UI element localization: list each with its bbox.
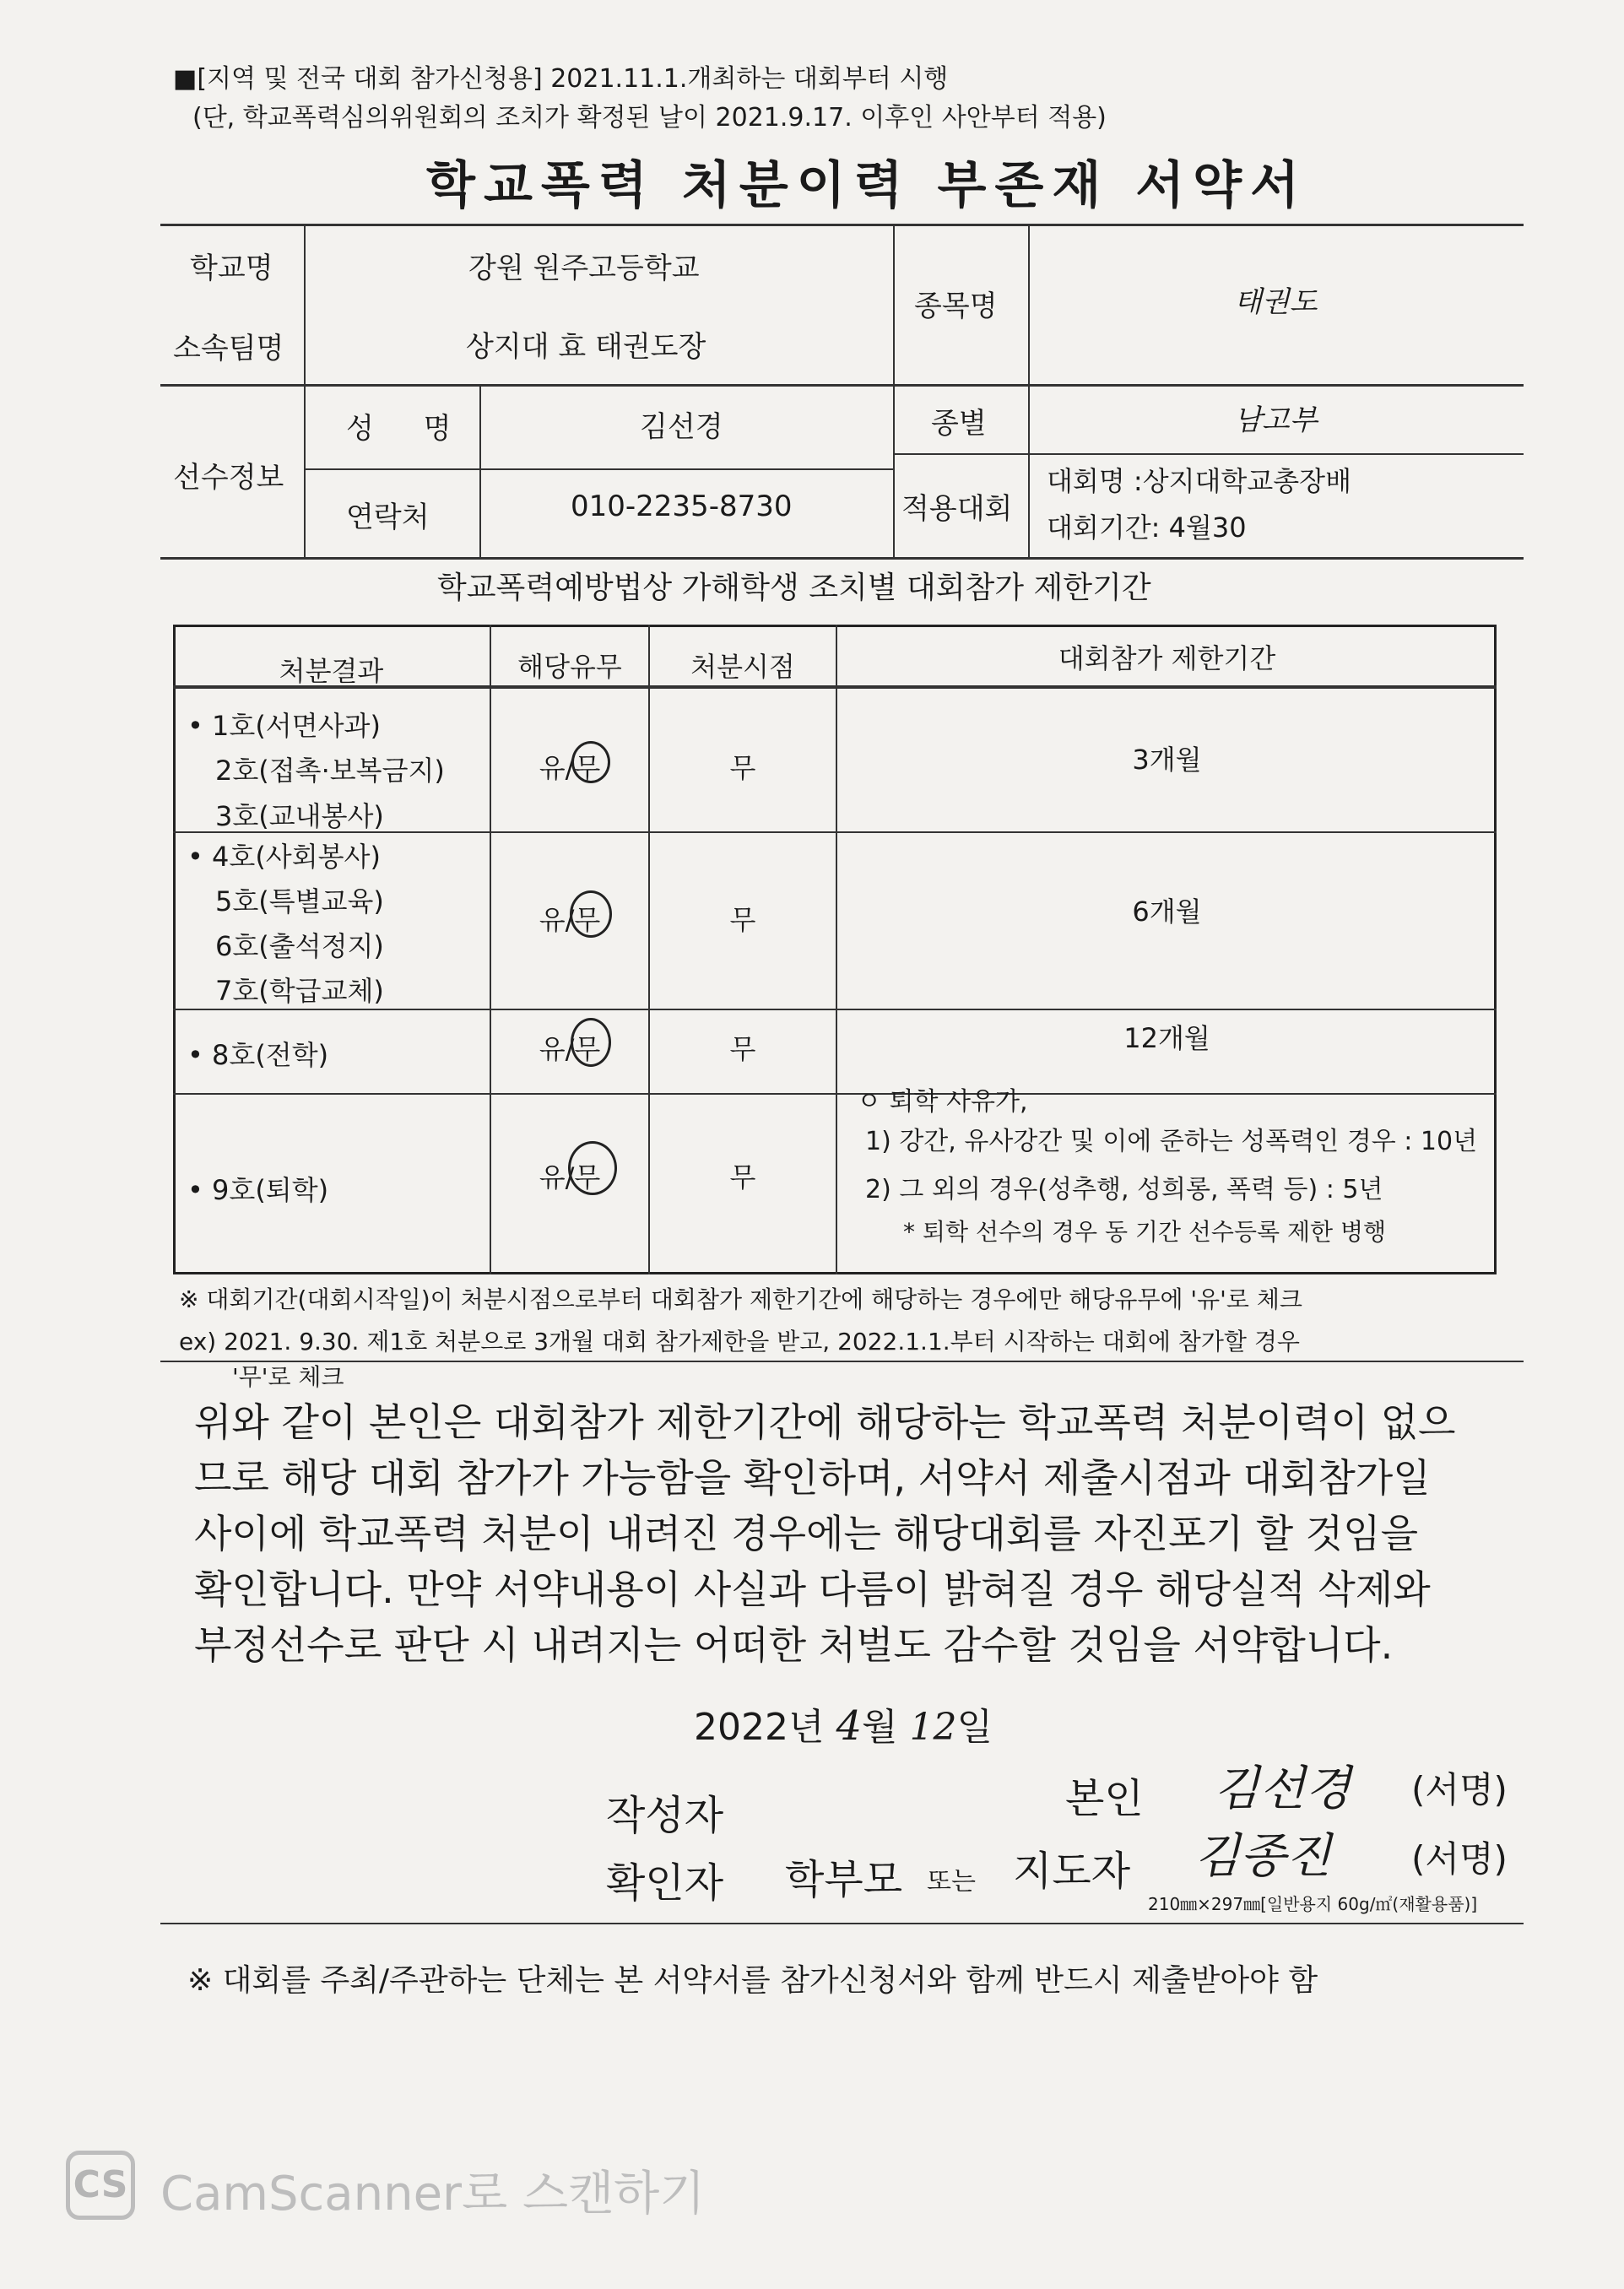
pledge-line-5: 부정선수로 판단 시 내려지는 어떠한 처벌도 감수할 것임을 서약합니다. bbox=[194, 1622, 1394, 1668]
pledge-line-3: 사이에 학교폭력 처분이 내려진 경우에는 해당대회를 자진포기 할 것임을 bbox=[194, 1511, 1419, 1556]
date-day: 12 bbox=[909, 1706, 957, 1749]
date-day-unit: 일 bbox=[956, 1706, 993, 1749]
event-label: 종목명 bbox=[914, 290, 998, 323]
coach-signature: 김종진 bbox=[1194, 1829, 1332, 1884]
row4-check: 유/무 bbox=[539, 1161, 601, 1193]
row4-limit-line-2: 1) 강간, 유사강간 및 이에 준하는 성폭력인 경우 : 10년 bbox=[865, 1127, 1478, 1156]
team-label: 소속팀명 bbox=[173, 332, 284, 365]
document-title: 학교폭력 처분이력 부존재 서약서 bbox=[426, 156, 1308, 215]
col-header-limit: 대회참가 제한기간 bbox=[1058, 642, 1276, 674]
event-value: 태권도 bbox=[1234, 285, 1318, 319]
info-mid-border bbox=[160, 384, 1524, 387]
table-vline-3 bbox=[836, 625, 837, 1274]
coach-label: 지도자 bbox=[1013, 1848, 1131, 1895]
row2-check: 유/무 bbox=[539, 904, 601, 936]
row2-item-3: 6호(출석정지) bbox=[215, 930, 384, 962]
row2-time: 무 bbox=[729, 904, 756, 936]
row1-check-mark bbox=[571, 741, 610, 783]
school-label: 학교명 bbox=[190, 252, 273, 285]
paper-spec: 210㎜×297㎜[일반용지 60g/㎡(재활용품)] bbox=[1148, 1894, 1478, 1914]
name-label: 성 명 bbox=[346, 412, 472, 446]
camscanner-logo-icon: CS bbox=[66, 2151, 135, 2220]
info-bottom-border bbox=[160, 557, 1524, 560]
table-subtitle: 학교폭력예방법상 가해학생 조치별 대회참가 제한기간 bbox=[437, 571, 1151, 605]
row4-item-1: • 9호(퇴학) bbox=[187, 1174, 329, 1206]
row4-limit-line-4: * 퇴학 선수의 경우 동 기간 선수등록 제한 병행 bbox=[903, 1218, 1387, 1246]
competition-period: 대회기간: 4월30 bbox=[1047, 511, 1247, 544]
info-vline-4 bbox=[1028, 224, 1030, 557]
row3-item-1: • 8호(전학) bbox=[187, 1039, 329, 1071]
header-line-2: (단, 학교폭력심의위원회의 조치가 확정된 날이 2021.9.17. 이후인 사안부터 적용) bbox=[192, 103, 1107, 133]
row1-item-1: • 1호(서면사과) bbox=[187, 710, 381, 742]
row1-limit: 3개월 bbox=[1132, 744, 1202, 776]
pledge-paragraph bbox=[194, 1394, 1528, 1673]
row4-check-mark bbox=[568, 1141, 617, 1195]
contact-label: 연락처 bbox=[346, 501, 430, 534]
row2-item-1: • 4호(사회봉사) bbox=[187, 841, 381, 873]
note-3: '무'로 체크 bbox=[232, 1363, 344, 1391]
pledge-line-2: 므로 해당 대회 참가가 가능함을 확인하며, 서약서 제출시점과 대회참가일 bbox=[194, 1455, 1431, 1501]
self-signature: 김선경 bbox=[1214, 1761, 1351, 1816]
date-year-unit: 년 bbox=[788, 1706, 825, 1749]
col-header-time: 처분시점 bbox=[690, 651, 795, 683]
pledge-line-1: 위와 같이 본인은 대회참가 제한기간에 해당하는 학교폭력 처분이력이 없으 bbox=[194, 1399, 1456, 1445]
writer-label: 작성자 bbox=[606, 1792, 724, 1839]
division-value: 남고부 bbox=[1234, 403, 1318, 437]
note-2: ex) 2021. 9.30. 제1호 처분으로 3개월 대회 참가제한을 받고, 2022.1.1.부터 시작하는 대회에 참가할 경우 bbox=[179, 1328, 1300, 1356]
competition-name: 대회명 :상지대학교총장배 bbox=[1047, 465, 1351, 497]
row3-limit: 12개월 bbox=[1123, 1022, 1210, 1054]
row4-time: 무 bbox=[729, 1161, 756, 1193]
note-1: ※ 대회기간(대회시작일)이 처분시점으로부터 대회참가 제한기간에 해당하는 경우에만 해당유무에 '유'로 체크 bbox=[179, 1285, 1302, 1313]
row2-limit: 6개월 bbox=[1132, 896, 1202, 928]
row3-time: 무 bbox=[729, 1033, 756, 1065]
row4-limit-line-1: ㅇ 퇴학 사유가, bbox=[857, 1087, 1028, 1117]
or-label: 또는 bbox=[927, 1867, 976, 1897]
info-hline-person bbox=[304, 468, 893, 470]
row2-item-4: 7호(학급교체) bbox=[215, 975, 384, 1007]
row4-limit-line-3: 2) 그 외의 경우(성추행, 성희롱, 폭력 등) : 5년 bbox=[865, 1175, 1383, 1204]
competition-label: 적용대회 bbox=[901, 492, 1013, 526]
info-top-border bbox=[160, 224, 1524, 226]
contact-value: 010-2235-8730 bbox=[571, 490, 793, 523]
coach-seal: (서명) bbox=[1411, 1838, 1508, 1880]
footnote: ※ 대회를 주최/주관하는 단체는 본 서약서를 참가신청서와 함께 반드시 제출받아야 함 bbox=[187, 1963, 1318, 1998]
self-seal: (서명) bbox=[1411, 1769, 1508, 1810]
row3-check: 유/무 bbox=[539, 1033, 601, 1065]
team-value: 상지대 효 태권도장 bbox=[466, 330, 706, 364]
row1-item-3: 3호(교내봉사) bbox=[215, 800, 384, 832]
table-row-border-3 bbox=[173, 1093, 1497, 1095]
date-month: 4 bbox=[836, 1702, 863, 1750]
pledge-line-4: 확인합니다. 만약 서약내용이 사실과 다름이 밝혀질 경우 해당실적 삭제와 bbox=[194, 1567, 1431, 1612]
school-value: 강원 원주고등학교 bbox=[468, 252, 700, 285]
info-vline-3 bbox=[893, 224, 895, 557]
parent-label: 학부모 bbox=[785, 1856, 903, 1903]
col-header-applicable: 해당유무 bbox=[517, 651, 622, 683]
camscanner-watermark: CamScanner로 스캔하기 bbox=[160, 2167, 706, 2221]
notes-bottom-border bbox=[160, 1361, 1524, 1362]
row2-item-2: 5호(특별교육) bbox=[215, 885, 384, 917]
player-info-label: 선수정보 bbox=[173, 461, 284, 495]
date-month-unit: 월 bbox=[862, 1706, 898, 1749]
row2-check-mark bbox=[570, 890, 612, 938]
division-label: 종별 bbox=[931, 407, 987, 441]
row1-check: 유/무 bbox=[539, 752, 601, 784]
signature-bottom-border bbox=[160, 1923, 1524, 1924]
info-vline-2 bbox=[479, 387, 481, 557]
header-line-1: ■[지역 및 전국 대회 참가신청용] 2021.11.1.개최하는 대회부터 시행 bbox=[173, 64, 949, 94]
self-label: 본인 bbox=[1065, 1775, 1144, 1822]
col-header-result: 처분결과 bbox=[279, 655, 384, 687]
pledge-date bbox=[694, 1696, 993, 1751]
confirm-label: 확인자 bbox=[606, 1859, 724, 1907]
info-vline-1 bbox=[304, 224, 306, 557]
name-value: 김선경 bbox=[640, 410, 723, 444]
row1-time: 무 bbox=[729, 752, 756, 784]
date-year: 2022 bbox=[694, 1706, 788, 1749]
info-hline-division bbox=[893, 453, 1524, 455]
row3-check-mark bbox=[571, 1018, 611, 1067]
table-row-border-2 bbox=[173, 1009, 1497, 1010]
row1-item-2: 2호(접촉·보복금지) bbox=[215, 755, 445, 787]
